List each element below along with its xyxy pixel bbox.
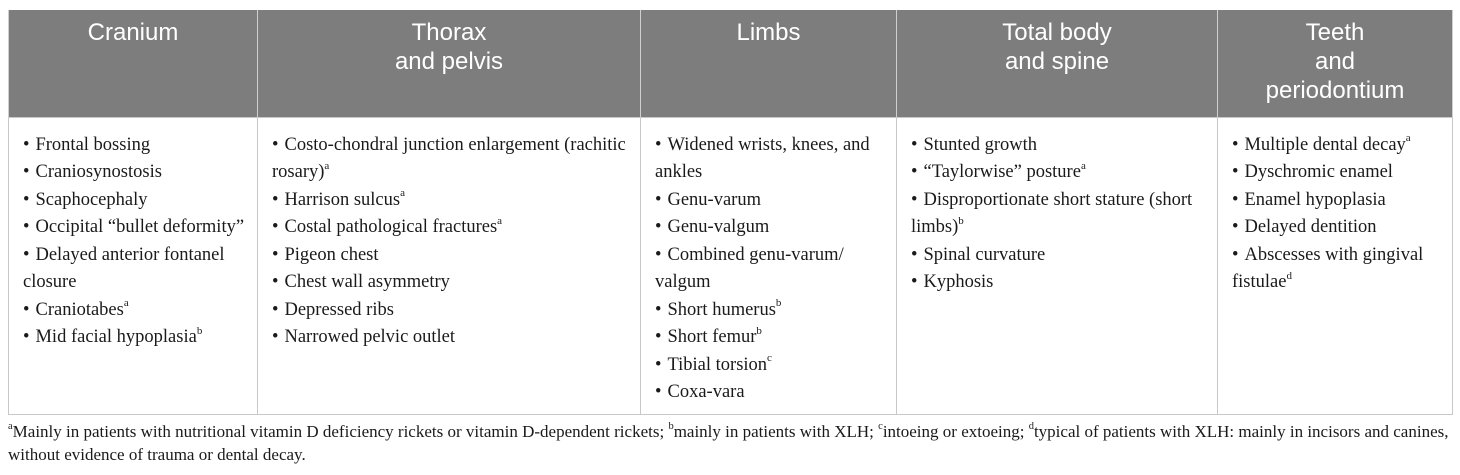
list-item-text: Narrowed pelvic outlet	[284, 327, 456, 347]
footnote-marker: b	[958, 214, 964, 227]
footnote-marker: b	[756, 324, 762, 337]
list-item-text: Dyschromic enamel	[1244, 162, 1393, 182]
footnote-marker: d	[1286, 269, 1292, 282]
list-item	[655, 379, 886, 407]
list-item-text: Mid facial hypoplasia	[35, 327, 197, 347]
column-header-thorax-pelvis: Thorax and pelvis	[258, 10, 641, 117]
table-header-row	[9, 10, 1453, 117]
footnote-marker: b	[775, 297, 782, 310]
list-item-text: Disproportionate short stature (short limbs)	[911, 189, 1193, 237]
list-item	[272, 297, 630, 325]
list-item	[23, 242, 247, 297]
footnote-marker: c	[767, 352, 772, 365]
list-item	[23, 324, 247, 352]
list-item	[655, 324, 886, 352]
list-item-text: Delayed anterior fontanel closure	[23, 244, 225, 292]
cell-cranium	[9, 117, 258, 414]
column-header-limbs: Limbs	[641, 10, 897, 117]
total-body-spine-list	[911, 132, 1207, 297]
footnote-marker: a	[8, 421, 13, 433]
footnote-text: Mainly in patients with nutritional vitamin D deficiency rickets or vitamin D-dependent rickets;	[12, 422, 669, 441]
footnote-marker: a	[324, 159, 330, 172]
footnote-marker: d	[1028, 421, 1034, 433]
list-item	[272, 187, 630, 215]
list-item	[655, 187, 886, 215]
list-item-text: Frontal bossing	[35, 134, 151, 155]
list-item-text: Abscesses with gingival fistulae	[1232, 244, 1424, 292]
list-item-text: Chest wall asymmetry	[284, 272, 450, 292]
list-item	[272, 132, 630, 187]
list-item-text: Pigeon chest	[284, 244, 379, 265]
list-item	[1232, 159, 1442, 187]
cell-teeth-periodontium	[1218, 117, 1453, 414]
list-item-text: Enamel hypoplasia	[1244, 189, 1386, 210]
list-item	[911, 269, 1207, 297]
list-item-text: Depressed ribs	[284, 299, 394, 320]
list-item	[272, 214, 630, 242]
list-item	[911, 159, 1207, 187]
list-item-text: Widened wrists, knees, and ankles	[655, 134, 870, 182]
list-item	[23, 297, 247, 325]
list-item	[655, 352, 886, 380]
list-item-text: Combined genu-varum/ valgum	[655, 244, 844, 292]
table-body-row	[9, 117, 1453, 414]
list-item	[911, 242, 1207, 270]
list-item-text: Delayed dentition	[1244, 217, 1377, 237]
list-item-text: Craniosynostosis	[35, 162, 162, 182]
footnote-marker: b	[668, 421, 674, 433]
list-item	[1232, 187, 1442, 215]
column-header-cranium: Cranium	[9, 10, 258, 117]
list-item-text: Harrison sulcus	[284, 189, 401, 210]
list-item-text: “Taylorwise” posture	[923, 162, 1081, 182]
list-item-text: Scaphocephaly	[35, 189, 148, 210]
footnote-text: typical of patients with XLH: mainly in incisors and canines, without evidence of trauma or dental decay.	[8, 422, 1449, 464]
list-item-text: Genu-valgum	[667, 217, 770, 237]
footnote-text: mainly in patients with XLH;	[673, 422, 879, 441]
list-item-text: Tibial torsion	[667, 354, 768, 375]
list-item-text: Short femur	[667, 327, 757, 347]
footnote-marker: b	[196, 324, 203, 337]
list-item-text: Craniotabes	[35, 299, 124, 320]
list-item	[1232, 242, 1442, 297]
footnote-text: intoeing or extoeing;	[882, 422, 1029, 441]
footnote-marker: a	[1080, 159, 1086, 172]
teeth-periodontium-list	[1232, 132, 1442, 297]
column-header-teeth-periodontium: Teeth and periodontium	[1218, 10, 1453, 117]
footnote-marker: c	[878, 421, 883, 433]
list-item-text: Multiple dental decay	[1244, 134, 1406, 155]
cranium-list	[23, 132, 247, 352]
list-item-text: Costal pathological fractures	[284, 217, 498, 237]
list-item	[23, 214, 247, 242]
list-item-text: Coxa-vara	[667, 382, 745, 402]
table-footnote	[8, 420, 1456, 466]
list-item-text: Short humerus	[667, 299, 776, 320]
footnote-marker: a	[497, 214, 503, 227]
list-item	[272, 269, 630, 297]
list-item	[1232, 214, 1442, 242]
list-item	[272, 324, 630, 352]
cell-total-body-spine	[897, 117, 1218, 414]
list-item-text: Occipital “bullet deformity”	[35, 217, 245, 237]
thorax-pelvis-list	[272, 132, 630, 352]
limbs-list	[655, 132, 886, 407]
cell-thorax-pelvis	[258, 117, 641, 414]
list-item	[655, 242, 886, 297]
list-item	[655, 132, 886, 187]
list-item	[23, 132, 247, 160]
list-item	[911, 132, 1207, 160]
list-item-text: Genu-varum	[667, 189, 761, 210]
list-item-text: Spinal curvature	[923, 244, 1046, 265]
list-item	[272, 242, 630, 270]
footnote-marker: a	[1405, 132, 1411, 145]
list-item	[655, 297, 886, 325]
list-item	[655, 214, 886, 242]
list-item	[23, 159, 247, 187]
findings-table-container	[8, 10, 1452, 415]
cell-limbs	[641, 117, 897, 414]
list-item	[1232, 132, 1442, 160]
findings-table	[8, 10, 1453, 415]
list-item-text: Stunted growth	[923, 134, 1038, 155]
list-item-text: Costo-chondral junction enlargement (rachitic rosary)	[272, 134, 626, 182]
footnote-marker: a	[123, 297, 129, 310]
column-header-total-body-spine: Total body and spine	[897, 10, 1218, 117]
list-item-text: Kyphosis	[923, 272, 994, 292]
list-item	[23, 187, 247, 215]
list-item	[911, 187, 1207, 242]
footnote-marker: a	[400, 187, 405, 200]
